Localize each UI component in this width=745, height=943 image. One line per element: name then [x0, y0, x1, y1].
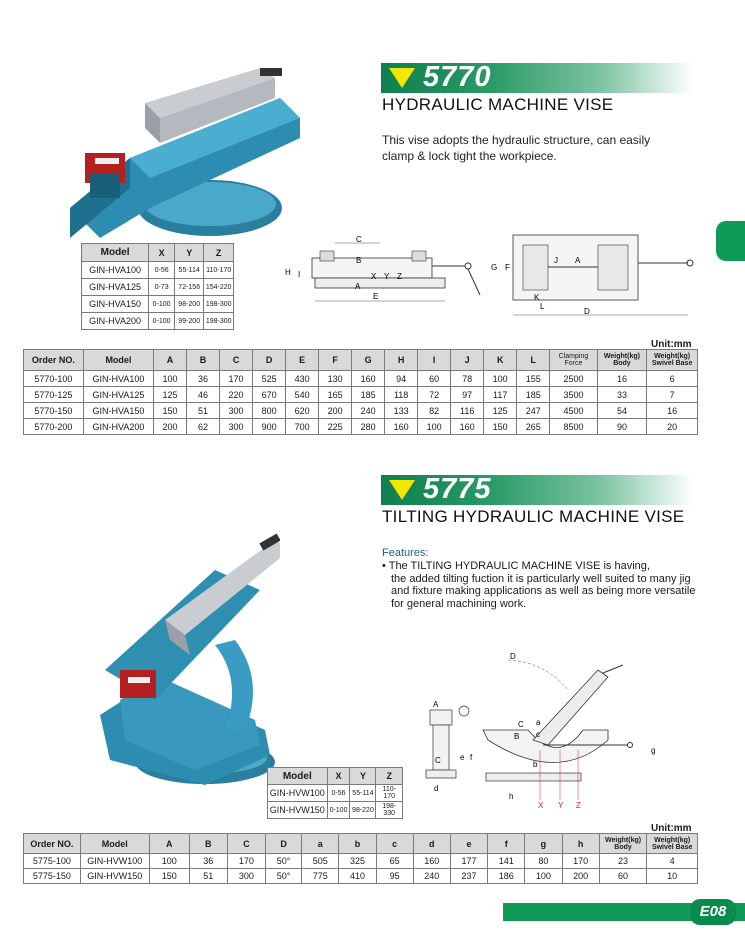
table-cell: 200 — [562, 869, 599, 884]
product-title: TILTING HYDRAULIC MACHINE VISE — [382, 507, 685, 526]
table-cell: 0-100 — [149, 296, 175, 313]
dim-label: C — [518, 720, 524, 729]
table-cell: GIN-HVA100 — [83, 371, 153, 387]
table-row — [24, 854, 698, 869]
column-header: Model — [268, 768, 328, 785]
table-cell: 5775-100 — [24, 854, 81, 869]
table-cell: 133 — [385, 403, 418, 419]
vise-photo — [60, 58, 310, 238]
triangle-icon — [389, 68, 415, 88]
table-cell: 51 — [189, 869, 227, 884]
column-header: B — [189, 834, 227, 854]
column-header: X — [327, 768, 350, 785]
column-header: Order NO. — [24, 834, 81, 854]
table-row — [268, 785, 403, 802]
dim-label: Z — [576, 801, 581, 810]
table-cell: 23 — [599, 854, 647, 869]
table-cell: 160 — [385, 419, 418, 435]
table-cell: GIN-HVA200 — [82, 313, 149, 330]
unit-label: Unit:mm — [651, 339, 692, 350]
column-header: d — [413, 834, 450, 854]
dim-label: C — [435, 756, 441, 765]
table-cell: 700 — [286, 419, 319, 435]
column-header: I — [418, 350, 451, 371]
table-row — [82, 279, 234, 296]
dim-label: a — [536, 718, 541, 727]
table-cell: 55-114 — [350, 785, 376, 802]
table-row — [82, 296, 234, 313]
dim-label: J — [554, 256, 558, 265]
column-header: D — [265, 834, 301, 854]
table-cell: 186 — [488, 869, 525, 884]
product-number: 5770 — [423, 61, 492, 93]
table-cell: 155 — [517, 371, 550, 387]
table-row — [82, 313, 234, 330]
page-number: E08 — [690, 899, 736, 925]
table-cell: 0-100 — [327, 802, 350, 819]
column-header: Model — [83, 350, 153, 371]
dim-label: X — [538, 801, 544, 810]
table-cell: 525 — [253, 371, 286, 387]
table-cell: 65 — [376, 854, 413, 869]
column-header: Weight(kg) Body — [599, 834, 647, 854]
column-header: h — [562, 834, 599, 854]
table-cell: 100 — [484, 371, 517, 387]
table-row — [268, 802, 403, 819]
spec-table-5770 — [23, 349, 698, 435]
feature-line: and fixture making applications as well as being more versatile — [391, 585, 696, 597]
table-cell: 60 — [418, 371, 451, 387]
column-header: J — [451, 350, 484, 371]
column-header: C — [227, 834, 265, 854]
dim-label: K — [534, 293, 540, 302]
column-header: Model — [80, 834, 149, 854]
table-cell: 177 — [450, 854, 487, 869]
column-header: Weight(kg) Swivel Base — [647, 834, 698, 854]
side-tab — [716, 221, 745, 261]
xyz-table-5775 — [267, 767, 403, 819]
table-cell: GIN-HVA125 — [82, 279, 149, 296]
table-cell: 200 — [319, 403, 352, 419]
top-view-diagram — [488, 230, 703, 320]
table-cell: 150 — [154, 403, 187, 419]
features-text — [382, 560, 712, 610]
table-cell: 10 — [647, 869, 698, 884]
table-cell: 505 — [302, 854, 339, 869]
table-cell: GIN-HVA125 — [83, 387, 153, 403]
dim-label: I — [298, 270, 301, 279]
table-cell: 410 — [339, 869, 376, 884]
dim-label: Y — [384, 272, 390, 281]
table-cell: 54 — [597, 403, 647, 419]
table-cell: 2500 — [550, 371, 597, 387]
table-cell: 0-56 — [149, 262, 175, 279]
table-cell: 50° — [265, 869, 301, 884]
table-cell: 160 — [413, 854, 450, 869]
feature-line: for general machining work. — [391, 597, 527, 610]
table-cell: 150 — [484, 419, 517, 435]
column-header: K — [484, 350, 517, 371]
table-cell: 430 — [286, 371, 319, 387]
table-cell: 200 — [154, 419, 187, 435]
table-cell: 4 — [647, 854, 698, 869]
description-line: clamp & lock tight the workpiece. — [382, 149, 557, 163]
table-cell: 240 — [413, 869, 450, 884]
table-cell: 78 — [451, 371, 484, 387]
table-cell: 60 — [599, 869, 647, 884]
feature-line: The TILTING HYDRAULIC MACHINE VISE is having, — [388, 560, 650, 572]
table-cell: 118 — [385, 387, 418, 403]
table-cell: 160 — [352, 371, 385, 387]
table-cell: 325 — [339, 854, 376, 869]
column-header: a — [302, 834, 339, 854]
table-cell: 100 — [149, 854, 189, 869]
table-cell: 240 — [352, 403, 385, 419]
dim-label: B — [356, 256, 362, 265]
table-cell: 95 — [376, 869, 413, 884]
table-cell: 265 — [517, 419, 550, 435]
table-cell: 620 — [286, 403, 319, 419]
table-cell: GIN-HVW100 — [268, 785, 328, 802]
table-cell: GIN-HVA200 — [83, 419, 153, 435]
column-header: E — [286, 350, 319, 371]
table-cell: GIN-HVW150 — [80, 869, 149, 884]
features-label: Features: — [382, 547, 429, 559]
table-cell: 170 — [227, 854, 265, 869]
table-cell: 7 — [647, 387, 698, 403]
table-cell: 165 — [319, 387, 352, 403]
dim-label: A — [433, 700, 439, 709]
table-cell: GIN-HVA100 — [82, 262, 149, 279]
column-header: H — [385, 350, 418, 371]
table-row — [24, 403, 698, 419]
table-cell: 185 — [352, 387, 385, 403]
table-cell: GIN-HVA150 — [82, 296, 149, 313]
dim-label: D — [510, 652, 516, 661]
feature-line: the added tilting fuction it is particularly well suited to many jig — [391, 572, 691, 585]
table-cell: 247 — [517, 403, 550, 419]
table-cell: 46 — [187, 387, 220, 403]
column-header: Y — [350, 768, 376, 785]
table-row — [82, 262, 234, 279]
column-header: Weight(kg) Swivel Base — [647, 350, 698, 371]
triangle-icon — [389, 480, 415, 500]
table-cell: 300 — [220, 403, 253, 419]
dim-label: B — [514, 732, 520, 741]
table-cell: 80 — [525, 854, 562, 869]
dim-label: X — [371, 272, 377, 281]
column-header: X — [149, 244, 175, 262]
column-header: Model — [82, 244, 149, 262]
dim-label: H — [285, 268, 291, 277]
table-cell: 5775-150 — [24, 869, 81, 884]
column-header: Clamping Force — [550, 350, 597, 371]
table-cell: GIN-HVW100 — [80, 854, 149, 869]
table-cell: 16 — [597, 371, 647, 387]
side-view-diagram — [280, 233, 498, 313]
table-cell: 36 — [187, 371, 220, 387]
table-cell: 670 — [253, 387, 286, 403]
table-cell: 98-220 — [350, 802, 376, 819]
title-bar-5775 — [381, 475, 694, 505]
table-cell: 300 — [220, 419, 253, 435]
table-cell: 98-200 — [175, 296, 204, 313]
table-cell: 4500 — [550, 403, 597, 419]
product-number: 5775 — [423, 473, 492, 505]
table-cell: 225 — [319, 419, 352, 435]
column-header: Z — [204, 244, 234, 262]
dim-label: L — [540, 302, 545, 311]
table-cell: 125 — [154, 387, 187, 403]
dim-label: d — [434, 784, 439, 793]
table-cell: 50° — [265, 854, 301, 869]
dim-label: e — [460, 753, 465, 762]
table-cell: 94 — [385, 371, 418, 387]
table-cell: 90 — [597, 419, 647, 435]
table-cell: 36 — [189, 854, 227, 869]
table-cell: 198-300 — [204, 313, 234, 330]
dim-label: A — [575, 256, 581, 265]
column-header: A — [149, 834, 189, 854]
description-line: This vise adopts the hydraulic structure, can easily — [382, 133, 651, 147]
column-header: D — [253, 350, 286, 371]
table-cell: 130 — [319, 371, 352, 387]
column-header: f — [488, 834, 525, 854]
table-cell: 220 — [220, 387, 253, 403]
table-cell: 100 — [154, 371, 187, 387]
table-cell: 125 — [484, 403, 517, 419]
column-header: g — [525, 834, 562, 854]
table-cell: 775 — [302, 869, 339, 884]
table-cell: 540 — [286, 387, 319, 403]
column-header: F — [319, 350, 352, 371]
xyz-table-5770 — [81, 243, 234, 330]
column-header: Y — [175, 244, 204, 262]
table-cell: 72 — [418, 387, 451, 403]
dim-label: Y — [558, 801, 564, 810]
table-cell: 8500 — [550, 419, 597, 435]
column-header: Order NO. — [24, 350, 84, 371]
column-header: Weight(kg) Body — [597, 350, 647, 371]
column-header: c — [376, 834, 413, 854]
dim-label: b — [533, 760, 538, 769]
unit-label: Unit:mm — [651, 823, 692, 834]
dim-label: D — [584, 307, 590, 316]
table-cell: 6 — [647, 371, 698, 387]
dim-label: F — [505, 263, 510, 272]
table-cell: 110-170 — [204, 262, 234, 279]
table-cell: GIN-HVW150 — [268, 802, 328, 819]
product-description — [382, 132, 682, 164]
bullet-icon: • — [382, 560, 386, 572]
dim-label: g — [651, 746, 656, 755]
table-cell: 62 — [187, 419, 220, 435]
table-cell: 33 — [597, 387, 647, 403]
dim-label: Z — [397, 272, 402, 281]
table-cell: 5770-150 — [24, 403, 84, 419]
table-cell: 160 — [451, 419, 484, 435]
table-cell: 82 — [418, 403, 451, 419]
table-row — [24, 387, 698, 403]
dim-label: C — [356, 235, 362, 244]
table-cell: 900 — [253, 419, 286, 435]
table-cell: 100 — [418, 419, 451, 435]
dim-label: f — [470, 753, 473, 762]
table-cell: GIN-HVA150 — [83, 403, 153, 419]
column-header: G — [352, 350, 385, 371]
tilting-vise-photo — [95, 530, 280, 790]
table-cell: 51 — [187, 403, 220, 419]
table-cell: 150 — [149, 869, 189, 884]
table-cell: 72-156 — [175, 279, 204, 296]
table-cell: 0-73 — [149, 279, 175, 296]
dim-label: h — [509, 792, 514, 801]
dim-label: E — [373, 292, 379, 301]
table-cell: 0-100 — [149, 313, 175, 330]
dim-label: A — [355, 282, 361, 291]
column-header: B — [187, 350, 220, 371]
table-cell: 3500 — [550, 387, 597, 403]
table-cell: 141 — [488, 854, 525, 869]
table-row — [24, 869, 698, 884]
product-title: HYDRAULIC MACHINE VISE — [382, 95, 614, 114]
column-header: Z — [376, 768, 403, 785]
table-cell: 5770-125 — [24, 387, 84, 403]
title-bar-5770 — [381, 63, 694, 93]
column-header: e — [450, 834, 487, 854]
table-row — [24, 371, 698, 387]
column-header: C — [220, 350, 253, 371]
table-cell: 5770-100 — [24, 371, 84, 387]
table-cell: 20 — [647, 419, 698, 435]
table-cell: 198-300 — [204, 296, 234, 313]
tilting-diagram — [418, 645, 663, 815]
table-cell: 300 — [227, 869, 265, 884]
spec-table-5775 — [23, 833, 698, 884]
table-cell: 0-56 — [327, 785, 350, 802]
table-cell: 280 — [352, 419, 385, 435]
column-header: L — [517, 350, 550, 371]
table-cell: 170 — [562, 854, 599, 869]
table-cell: 116 — [451, 403, 484, 419]
table-cell: 198-330 — [376, 802, 403, 819]
table-cell: 97 — [451, 387, 484, 403]
table-cell: 800 — [253, 403, 286, 419]
column-header: b — [339, 834, 376, 854]
table-row — [24, 419, 698, 435]
dim-label: G — [491, 263, 498, 272]
table-cell: 16 — [647, 403, 698, 419]
table-cell: 100 — [525, 869, 562, 884]
column-header: A — [154, 350, 187, 371]
table-cell: 154-220 — [204, 279, 234, 296]
dim-label: c — [536, 730, 540, 739]
table-cell: 55-114 — [175, 262, 204, 279]
table-cell: 170 — [220, 371, 253, 387]
table-cell: 5770-200 — [24, 419, 84, 435]
table-cell: 110-170 — [376, 785, 403, 802]
table-cell: 185 — [517, 387, 550, 403]
table-cell: 99-200 — [175, 313, 204, 330]
table-cell: 117 — [484, 387, 517, 403]
table-cell: 237 — [450, 869, 487, 884]
